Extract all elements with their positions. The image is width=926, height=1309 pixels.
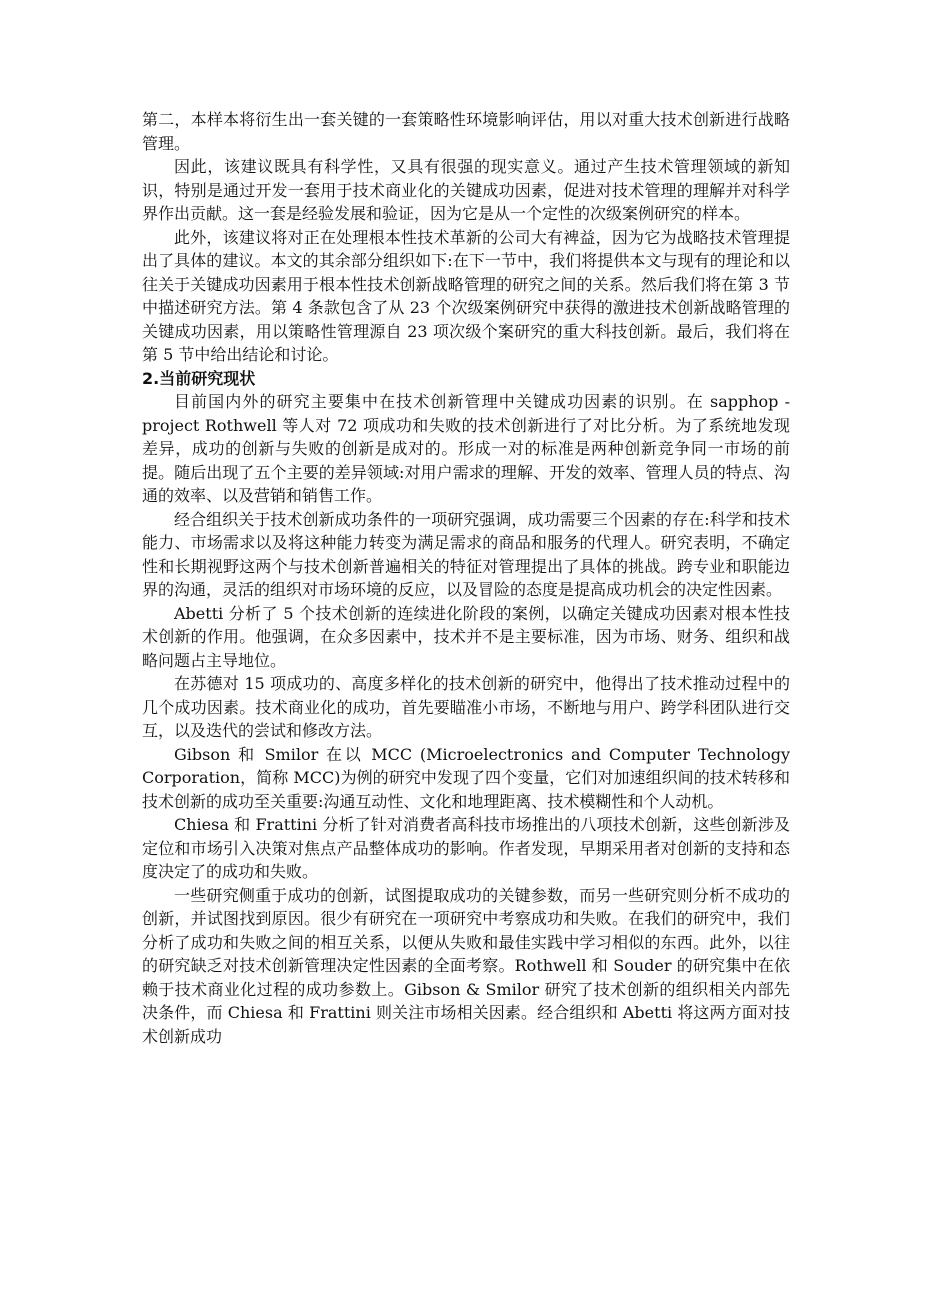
paragraph-intro-3: 此外，该建议将对正在处理根本性技术革新的公司大有裨益，因为它为战略技术管理提出了具体的建议。本文的其余部分组织如下:在下一节中，我们将提供本文与现有的理论和以往关于关键成功因素用于根本性技术创新战略管理的研究之间的关系。然后我们将在第 3 节中描述研究方法。第 4 条款包含了从 23 个次级案例研究中获得的激进技术创新战略管理的关键成功因素，用以策略性管理源自 23 项次级个案研究的重大科技创新。最后，我们将在第 5 节中给出结论和讨论。 — [142, 227, 790, 364]
paragraph-section-3: Abetti 分析了 5 个技术创新的连续进化阶段的案例，以确定关键成功因素对根本性技术创新的作用。他强调，在众多因素中，技术并不是主要标准，因为市场、财务、组织和战略问题占主导地位。 — [142, 603, 790, 670]
paragraph-section-1: 目前国内外的研究主要集中在技术创新管理中关键成功因素的识别。在 sapphop -project Rothwell 等人对 72 项成功和失败的技术创新进行了对比分析。为了系统地发现差异，成功的创新与失败的创新是成对的。形成一对的标准是两种创新竞争同一市场的前提。随后出现了五个主要的差异领域:对用户需求的理解、开发的效率、管理人员的特点、沟通的效率、以及营销和销售工作。 — [142, 392, 790, 505]
paragraph-section-2: 经合组织关于技术创新成功条件的一项研究强调，成功需要三个因素的存在:科学和技术能力、市场需求以及将这种能力转变为满足需求的商品和服务的代理人。研究表明，不确定性和长期视野这两个与技术创新普遍相关的特征对管理提出了具体的挑战。跨专业和职能边界的沟通，灵活的组织对市场环境的反应，以及冒险的态度是提高成功机会的决定性因素。 — [142, 509, 790, 599]
paragraph-section-4: 在苏德对 15 项成功的、高度多样化的技术创新的研究中，他得出了技术推动过程中的几个成功因素。技术商业化的成功，首先要瞄准小市场，不断地与用户、跨学科团队进行交互，以及迭代的尝试和修改方法。 — [142, 674, 790, 740]
paragraph-section-7: 一些研究侧重于成功的创新，试图提取成功的关键参数，而另一些研究则分析不成功的创新，并试图找到原因。很少有研究在一项研究中考察成功和失败。在我们的研究中，我们分析了成功和失败之间的相互关系，以便从失败和最佳实践中学习相似的东西。此外，以往的研究缺乏对技术创新管理决定性因素的全面考察。Rothwell 和 Souder 的研究集中在依赖于技术商业化过程的成功参数上。Gibson & Smilor 研究了技术创新的组织相关内部先决条件，而 Chiesa 和 Frattini 则关注市场相关因素。经合组织和 Abetti 将这两方面对技术创新成功 — [142, 885, 790, 1046]
section-heading: 2.当前研究现状 — [142, 368, 256, 388]
paragraph-intro-1: 第二，本样本将衍生出一套关键的一套策略性环境影响评估，用以对重大技术创新进行战略管理。 — [142, 110, 790, 153]
paragraph-section-6: Chiesa 和 Frattini 分析了针对消费者高科技市场推出的八项技术创新，这些创新涉及定位和市场引入决策对焦点产品整体成功的影响。作者发现，早期采用者对创新的支持和态度决定了的成功和失败。 — [142, 815, 790, 881]
document-page — [142, 108, 790, 1048]
paragraph-intro-2: 因此，该建议既具有科学性，又具有很强的现实意义。通过产生技术管理领域的新知识，特别是通过开发一套用于技术商业化的关键成功因素，促进对技术管理的理解并对科学界作出贡献。这一套是经验发展和验证，因为它是从一个定性的次级案例研究的样本。 — [142, 157, 790, 223]
paragraph-section-5: Gibson 和 Smilor 在以 MCC (Microelectronics and Computer Technology Corporation，简称 MCC)为例的研究中发现了四个变量，它们对加速组织间的技术转移和技术创新的成功至关重要:沟通互动性、文化和地理距离、技术模糊性和个人动机。 — [142, 744, 790, 811]
